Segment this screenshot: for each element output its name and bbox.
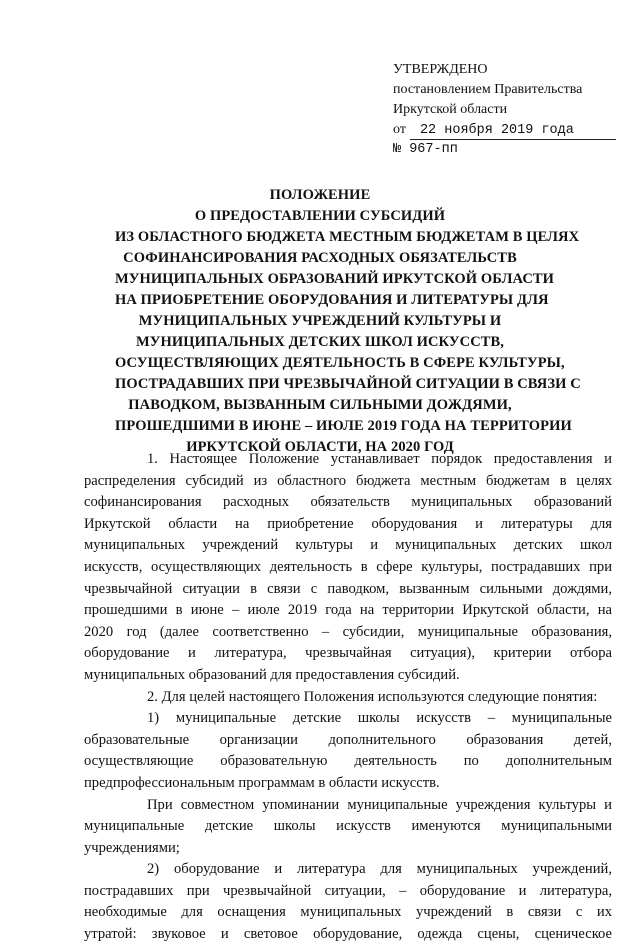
title-line: МУНИЦИПАЛЬНЫХ УЧРЕЖДЕНИЙ КУЛЬТУРЫ И (138, 313, 502, 329)
title-line: МУНИЦИПАЛЬНЫХ ДЕТСКИХ ШКОЛ ИСКУССТВ, (135, 334, 505, 350)
text-line: муниципальные детские школы искусств именуются муниципальными (84, 818, 612, 835)
approval-stamp (393, 60, 618, 160)
title-line: ИЗ ОБЛАСТНОГО БЮДЖЕТА МЕСТНЫМ БЮДЖЕТАМ В ЦЕЛЯХ (115, 229, 580, 245)
text-line: софинансирования расходных обязательств муниципальных образований (84, 494, 612, 511)
title-line: ПОСТРАДАВШИХ ПРИ ЧРЕЗВЫЧАЙНОЙ СИТУАЦИИ В СВЯЗИ С (115, 376, 581, 392)
text-line: муниципальных учреждений культуры и муниципальных детских школ (84, 537, 612, 554)
text-line: утратой: звуковое и световое оборудование, одежда сцены, сценическое (84, 926, 612, 943)
paragraph (84, 859, 612, 945)
text-line: 2. Для целей настоящего Положения используются следующие понятия: (147, 688, 598, 705)
text-line: оборудование и литература, чрезвычайная ситуация), критерии отбора (84, 645, 612, 662)
text-line: 2) оборудование и литература для муниципальных учреждений, (147, 861, 612, 878)
document-body (84, 449, 612, 946)
title-line: О ПРЕДОСТАВЛЕНИИ СУБСИДИЙ (194, 208, 446, 224)
title-line: НА ПРИОБРЕТЕНИЕ ОБОРУДОВАНИЯ И ЛИТЕРАТУРЫ ДЛЯ (115, 292, 549, 308)
text-line: прошедшими в июне – июле 2019 года на территории Иркутской области, на (84, 602, 612, 619)
text-line: 1. Настоящее Положение устанавливает порядок предоставления и (147, 451, 612, 467)
text-line: искусств, осуществляющих деятельность в сфере культуры, пострадавших при (84, 558, 612, 575)
paragraph (84, 687, 612, 709)
text-line: пострадавших при чрезвычайной ситуации, – оборудование и литература, (84, 882, 612, 899)
approved-by-line1: постановлением Правительства (393, 82, 583, 97)
paragraph (84, 449, 612, 687)
title-line: ПАВОДКОМ, ВЫЗВАННЫМ СИЛЬНЫМИ ДОЖДЯМИ, (128, 397, 512, 413)
approval-date: 22 ноября 2019 года (410, 122, 616, 140)
text-line: распределения субсидий из областного бюджета местным бюджетам в целях (84, 472, 612, 489)
document-title (115, 185, 581, 458)
title-line: ПОЛОЖЕНИЕ (269, 187, 371, 203)
text-line: При совместном упоминании муниципальные учреждения культуры и (147, 796, 612, 813)
title-line: ОСУЩЕСТВЛЯЮЩИХ ДЕЯТЕЛЬНОСТЬ В СФЕРЕ КУЛЬТУРЫ, (115, 355, 565, 371)
text-line: Иркутской области на приобретение оборудования и литературы для (84, 515, 612, 532)
text-line: осуществляющие образовательную деятельность по дополнительным (84, 753, 612, 770)
text-line: муниципальных образований для предоставления субсидий. (84, 666, 460, 683)
text-line: 2020 год (далее соответственно – субсидии, муниципальные образования, (84, 623, 612, 640)
title-line: СОФИНАНСИРОВАНИЯ РАСХОДНЫХ ОБЯЗАТЕЛЬСТВ (123, 250, 517, 266)
text-line: образовательные организации дополнительного образования детей, (84, 731, 612, 748)
paragraph (84, 708, 612, 794)
text-line: 1) муниципальные детские школы искусств – муниципальные (147, 710, 612, 727)
approval-date-line (393, 120, 618, 140)
text-line: учреждениями; (84, 839, 180, 856)
text-line: чрезвычайной ситуации в связи с паводком, вызванным сильными дождями, (84, 580, 612, 597)
title-line: МУНИЦИПАЛЬНЫХ ОБРАЗОВАНИЙ ИРКУТСКОЙ ОБЛАСТИ (115, 271, 555, 287)
text-line: предпрофессиональным программам в области искусств. (84, 774, 440, 791)
approved-by-line2: Иркутской области (393, 102, 508, 117)
text-line: необходимые для оснащения муниципальных учреждений в связи с их (84, 904, 612, 921)
title-line: ПРОШЕДШИМИ В ИЮНЕ – ИЮЛЕ 2019 ГОДА НА ТЕРРИТОРИИ (115, 418, 572, 434)
approved-label: УТВЕРЖДЕНО (393, 62, 488, 77)
date-prefix: от (393, 122, 406, 137)
approval-number: № 967-пп (393, 142, 458, 157)
paragraph (84, 795, 612, 860)
title-line: ИРКУТСКОЙ ОБЛАСТИ, НА 2020 ГОД (186, 439, 454, 455)
